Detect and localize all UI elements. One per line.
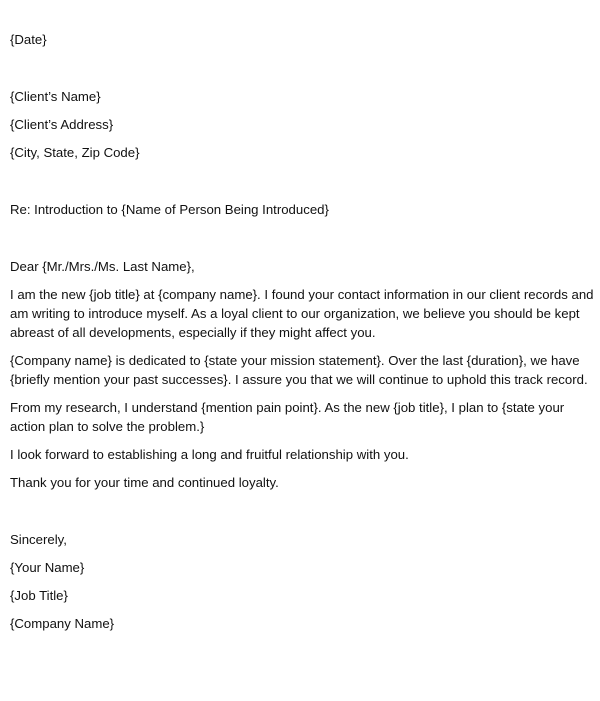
letter-body — [10, 285, 594, 492]
sender-name: {Your Name} — [10, 560, 85, 575]
client-name: {Client’s Name} — [10, 89, 101, 104]
body-paragraph-plan: From my research, I understand {mention pain point}. As the new {job title}, I plan to {state your action plan to solve the problem.} — [10, 400, 565, 434]
signature-block — [10, 530, 594, 633]
body-paragraph-relationship: I look forward to establishing a long and fruitful relationship with you. — [10, 447, 409, 462]
letter-document — [10, 30, 594, 633]
client-address: {Client’s Address} — [10, 117, 114, 132]
salutation: Dear {Mr./Mrs./Ms. Last Name}, — [10, 259, 195, 274]
body-paragraph-mission: {Company name} is dedicated to {state your mission statement}. Over the last {duration}, we have {briefly mention your past successes}. I assure you that we will continue to uphold this track record. — [10, 353, 588, 387]
subject-line: Re: Introduction to {Name of Person Being Introduced} — [10, 202, 329, 217]
closing: Sincerely, — [10, 532, 67, 547]
body-paragraph-intro: I am the new {job title} at {company name}. I found your contact information in our client records and am writing to introduce myself. As a loyal client to our organization, we believe you should be kept abreast of all developments, especially if they might affect you. — [10, 287, 594, 340]
recipient-address-block — [10, 87, 594, 162]
date-line: {Date} — [10, 32, 47, 47]
city-state-zip: {City, State, Zip Code} — [10, 145, 140, 160]
sender-company-name: {Company Name} — [10, 616, 115, 631]
sender-job-title: {Job Title} — [10, 588, 68, 603]
body-paragraph-thanks: Thank you for your time and continued loyalty. — [10, 475, 279, 490]
